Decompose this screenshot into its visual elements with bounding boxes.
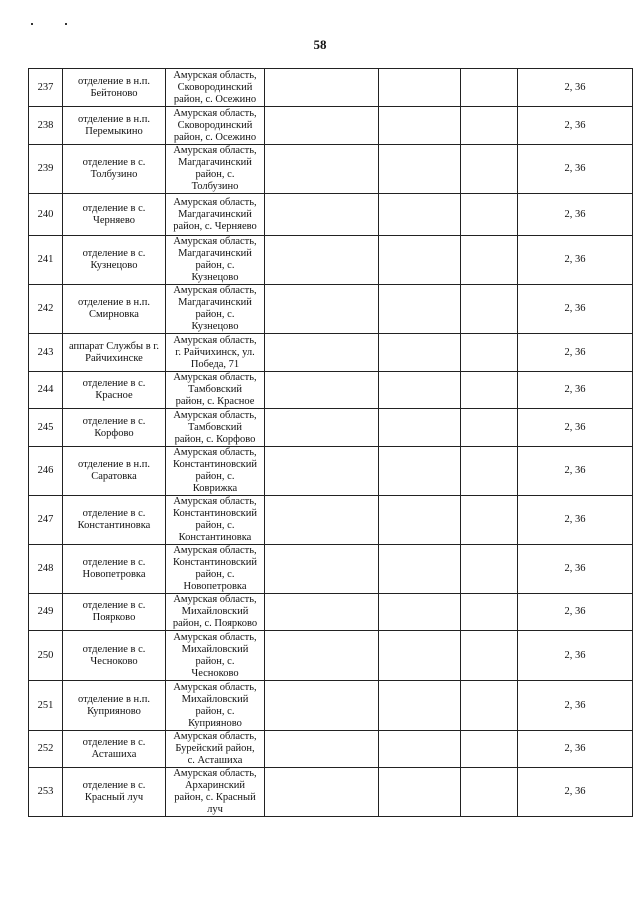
- address-line: район, с.: [195, 569, 235, 580]
- unit-name-line: отделение в н.п.: [77, 297, 151, 308]
- empty-cell: [379, 409, 461, 447]
- unit-name-line: Корфово: [94, 427, 134, 439]
- address-cell: [166, 594, 265, 631]
- unit-name-cell: [63, 107, 166, 145]
- address-line: район, с.: [195, 655, 235, 667]
- address-line: Новопетровка: [183, 581, 247, 592]
- address-line: Амурская область,: [173, 447, 257, 458]
- scan-speck: [31, 23, 33, 25]
- unit-name-line: отделение в с.: [82, 378, 146, 389]
- row-number-cell: 249: [29, 594, 63, 631]
- scan-speck: [65, 23, 67, 25]
- row-number-cell: 251: [29, 681, 63, 731]
- address-line: Михайловский: [181, 693, 249, 705]
- value-cell: 2, 36: [518, 496, 633, 545]
- empty-cell: [265, 594, 379, 631]
- address-line: Победа, 71: [190, 358, 240, 370]
- unit-name-line: отделение в с.: [82, 157, 146, 168]
- unit-name-cell: [63, 681, 166, 731]
- address-line: район, с. Осежино: [173, 93, 257, 105]
- row-number-cell: 242: [29, 285, 63, 334]
- empty-cell: [461, 594, 518, 631]
- address-line: Магдагачинский: [178, 297, 252, 308]
- address-line: Магдагачинский: [178, 208, 252, 220]
- address-cell: [166, 631, 265, 681]
- address-line: луч: [207, 804, 223, 815]
- row-number-cell: 253: [29, 768, 63, 817]
- unit-name-cell: [63, 69, 166, 107]
- empty-cell: [265, 681, 379, 731]
- unit-name-line: отделение в с.: [82, 737, 146, 748]
- unit-name-line: Чесноково: [90, 655, 138, 667]
- empty-cell: [265, 236, 379, 285]
- empty-cell: [379, 631, 461, 681]
- empty-cell: [265, 372, 379, 409]
- table-row: [29, 69, 633, 107]
- address-cell: [166, 447, 265, 496]
- unit-name-line: отделение в с.: [82, 415, 146, 427]
- unit-name-cell: [63, 145, 166, 194]
- empty-cell: [461, 372, 518, 409]
- empty-cell: [379, 236, 461, 285]
- row-number-cell: 250: [29, 631, 63, 681]
- unit-name-line: Куприяново: [87, 705, 141, 717]
- address-line: Михайловский: [181, 643, 249, 655]
- unit-name-cell: [63, 409, 166, 447]
- empty-cell: [379, 768, 461, 817]
- address-line: Архаринский: [184, 780, 246, 791]
- address-line: район, с. Красный: [174, 792, 256, 803]
- address-cell: [166, 145, 265, 194]
- empty-cell: [461, 236, 518, 285]
- empty-cell: [379, 194, 461, 236]
- address-line: Кузнецово: [191, 272, 239, 283]
- table-row: [29, 194, 633, 236]
- address-line: Куприяново: [188, 717, 242, 729]
- empty-cell: [379, 496, 461, 545]
- empty-cell: [379, 731, 461, 768]
- empty-cell: [379, 681, 461, 731]
- address-line: Тамбовский: [188, 421, 242, 433]
- unit-name-line: отделение в н.п.: [77, 459, 151, 470]
- table-row: [29, 496, 633, 545]
- address-line: Амурская область,: [173, 334, 257, 346]
- unit-name-line: отделение в н.п.: [77, 75, 151, 87]
- address-line: район, с.: [195, 260, 235, 271]
- address-cell: [166, 334, 265, 372]
- empty-cell: [461, 107, 518, 145]
- empty-cell: [379, 334, 461, 372]
- address-line: Амурская область,: [173, 145, 257, 156]
- unit-name-line: Саратовка: [91, 471, 137, 482]
- row-number-cell: 248: [29, 545, 63, 594]
- unit-name-cell: [63, 447, 166, 496]
- page-number: 58: [313, 37, 327, 52]
- value-cell: 2, 36: [518, 631, 633, 681]
- address-line: Амурская область,: [173, 594, 257, 605]
- empty-cell: [265, 731, 379, 768]
- unit-name-line: отделение в с.: [82, 643, 146, 655]
- address-line: Амурская область,: [173, 107, 257, 119]
- row-number-cell: 240: [29, 194, 63, 236]
- empty-cell: [461, 631, 518, 681]
- address-cell: [166, 372, 265, 409]
- unit-name-line: Красное: [95, 390, 133, 401]
- address-line: Константиновский: [173, 459, 257, 470]
- address-line: район, с.: [195, 705, 235, 717]
- unit-name-line: Кузнецово: [90, 260, 138, 271]
- empty-cell: [461, 145, 518, 194]
- address-line: с. Асташиха: [187, 755, 243, 766]
- address-line: район, с. Красное: [175, 396, 255, 407]
- address-line: район, с.: [195, 471, 235, 482]
- value-cell: 2, 36: [518, 768, 633, 817]
- table-row: [29, 447, 633, 496]
- value-cell: 2, 36: [518, 236, 633, 285]
- empty-cell: [265, 194, 379, 236]
- address-cell: [166, 236, 265, 285]
- address-line: район, с. Осежино: [173, 131, 257, 143]
- row-number-cell: 241: [29, 236, 63, 285]
- address-cell: [166, 285, 265, 334]
- unit-name-cell: [63, 372, 166, 409]
- empty-cell: [265, 409, 379, 447]
- table-row: [29, 372, 633, 409]
- empty-cell: [461, 496, 518, 545]
- empty-cell: [265, 145, 379, 194]
- address-line: Чесноково: [191, 667, 239, 679]
- address-cell: [166, 69, 265, 107]
- unit-name-line: отделение в н.п.: [77, 113, 151, 125]
- unit-name-line: Черняево: [93, 214, 135, 226]
- address-line: район, с. Черняево: [173, 220, 257, 232]
- empty-cell: [265, 69, 379, 107]
- value-cell: 2, 36: [518, 447, 633, 496]
- value-cell: 2, 36: [518, 681, 633, 731]
- table-row: [29, 768, 633, 817]
- unit-name-line: отделение в с.: [82, 202, 146, 214]
- value-cell: 2, 36: [518, 545, 633, 594]
- address-cell: [166, 107, 265, 145]
- unit-name-line: отделение в с.: [82, 248, 146, 259]
- address-line: Толбузино: [191, 181, 239, 192]
- table-row: [29, 594, 633, 631]
- empty-cell: [379, 594, 461, 631]
- unit-name-line: Райчихинске: [85, 352, 143, 364]
- value-cell: 2, 36: [518, 285, 633, 334]
- empty-cell: [379, 447, 461, 496]
- address-line: Сковородинский: [177, 119, 253, 131]
- address-line: район, с. Корфово: [174, 433, 256, 445]
- address-cell: [166, 768, 265, 817]
- table-row: [29, 681, 633, 731]
- address-line: Амурская область,: [173, 768, 257, 779]
- empty-cell: [265, 768, 379, 817]
- unit-name-cell: [63, 285, 166, 334]
- address-line: Амурская область,: [173, 631, 257, 643]
- empty-cell: [461, 447, 518, 496]
- address-line: Амурская область,: [173, 236, 257, 247]
- address-line: Амурская область,: [173, 409, 257, 421]
- address-line: Константиновка: [178, 532, 252, 543]
- table-row: [29, 334, 633, 372]
- value-cell: 2, 36: [518, 409, 633, 447]
- address-line: район, с.: [195, 169, 235, 180]
- value-cell: 2, 36: [518, 69, 633, 107]
- unit-name-cell: [63, 768, 166, 817]
- address-line: Амурская область,: [173, 545, 257, 556]
- unit-name-cell: [63, 334, 166, 372]
- address-cell: [166, 681, 265, 731]
- empty-cell: [265, 107, 379, 145]
- empty-cell: [379, 372, 461, 409]
- row-number-cell: 252: [29, 731, 63, 768]
- value-cell: 2, 36: [518, 194, 633, 236]
- unit-name-line: отделение в с.: [82, 508, 146, 519]
- address-line: район, с.: [195, 520, 235, 531]
- value-cell: 2, 36: [518, 334, 633, 372]
- empty-cell: [461, 409, 518, 447]
- table-row: [29, 236, 633, 285]
- unit-name-cell: [63, 496, 166, 545]
- unit-name-cell: [63, 545, 166, 594]
- address-line: г. Райчихинск, ул.: [175, 346, 255, 358]
- unit-name-line: Красный луч: [84, 792, 144, 803]
- row-number-cell: 238: [29, 107, 63, 145]
- empty-cell: [379, 107, 461, 145]
- address-cell: [166, 496, 265, 545]
- unit-name-line: Новопетровка: [82, 569, 146, 580]
- value-cell: 2, 36: [518, 731, 633, 768]
- empty-cell: [265, 447, 379, 496]
- unit-name-cell: [63, 194, 166, 236]
- unit-name-line: Смирновка: [89, 309, 139, 320]
- empty-cell: [461, 334, 518, 372]
- unit-name-cell: [63, 594, 166, 631]
- row-number-cell: 244: [29, 372, 63, 409]
- address-line: район, с. Поярково: [172, 618, 258, 629]
- row-number-cell: 243: [29, 334, 63, 372]
- empty-cell: [379, 145, 461, 194]
- empty-cell: [461, 194, 518, 236]
- address-line: Магдагачинский: [178, 248, 252, 259]
- unit-name-line: Поярково: [92, 612, 136, 623]
- registry-table: [28, 68, 633, 817]
- unit-name-line: аппарат Службы в г.: [68, 340, 160, 352]
- table-row: [29, 545, 633, 594]
- table-row: [29, 107, 633, 145]
- address-line: Сковородинский: [177, 81, 253, 93]
- table-row: [29, 145, 633, 194]
- empty-cell: [265, 496, 379, 545]
- row-number-cell: 247: [29, 496, 63, 545]
- address-line: Амурская область,: [173, 69, 257, 81]
- row-number-cell: 245: [29, 409, 63, 447]
- empty-cell: [461, 681, 518, 731]
- table-row: [29, 285, 633, 334]
- table-row: [29, 409, 633, 447]
- empty-cell: [379, 545, 461, 594]
- unit-name-line: отделение в н.п.: [77, 693, 151, 705]
- value-cell: 2, 36: [518, 107, 633, 145]
- empty-cell: [379, 285, 461, 334]
- address-line: Михайловский: [181, 606, 249, 617]
- address-line: Бурейский район,: [175, 743, 255, 754]
- row-number-cell: 237: [29, 69, 63, 107]
- address-line: Коврижка: [192, 483, 238, 494]
- unit-name-line: Константиновка: [77, 520, 151, 531]
- table-row: [29, 731, 633, 768]
- address-cell: [166, 545, 265, 594]
- unit-name-line: отделение в с.: [82, 557, 146, 568]
- row-number-cell: 246: [29, 447, 63, 496]
- unit-name-line: Перемыкино: [85, 125, 143, 137]
- unit-name-cell: [63, 631, 166, 681]
- table-row: [29, 631, 633, 681]
- unit-name-line: Толбузино: [90, 169, 138, 180]
- address-line: Амурская область,: [173, 372, 257, 383]
- unit-name-line: отделение в с.: [82, 600, 146, 611]
- unit-name-line: Бейтоново: [90, 87, 138, 99]
- empty-cell: [461, 69, 518, 107]
- empty-cell: [265, 631, 379, 681]
- unit-name-line: Асташиха: [91, 749, 137, 760]
- address-line: Кузнецово: [191, 321, 239, 332]
- address-cell: [166, 731, 265, 768]
- empty-cell: [461, 545, 518, 594]
- address-line: район, с.: [195, 309, 235, 320]
- empty-cell: [265, 334, 379, 372]
- address-line: Амурская область,: [173, 731, 257, 742]
- empty-cell: [461, 731, 518, 768]
- value-cell: 2, 36: [518, 594, 633, 631]
- address-cell: [166, 409, 265, 447]
- address-line: Амурская область,: [173, 285, 257, 296]
- address-line: Константиновский: [173, 557, 257, 568]
- address-line: Амурская область,: [173, 196, 257, 208]
- empty-cell: [461, 768, 518, 817]
- address-line: Амурская область,: [173, 681, 257, 693]
- address-line: Амурская область,: [173, 496, 257, 507]
- empty-cell: [265, 285, 379, 334]
- unit-name-line: отделение в с.: [82, 780, 146, 791]
- value-cell: 2, 36: [518, 145, 633, 194]
- unit-name-cell: [63, 236, 166, 285]
- address-line: Тамбовский: [188, 384, 242, 395]
- value-cell: 2, 36: [518, 372, 633, 409]
- unit-name-cell: [63, 731, 166, 768]
- empty-cell: [265, 545, 379, 594]
- address-line: Магдагачинский: [178, 157, 252, 168]
- address-line: Константиновский: [173, 508, 257, 519]
- row-number-cell: 239: [29, 145, 63, 194]
- empty-cell: [379, 69, 461, 107]
- empty-cell: [461, 285, 518, 334]
- address-cell: [166, 194, 265, 236]
